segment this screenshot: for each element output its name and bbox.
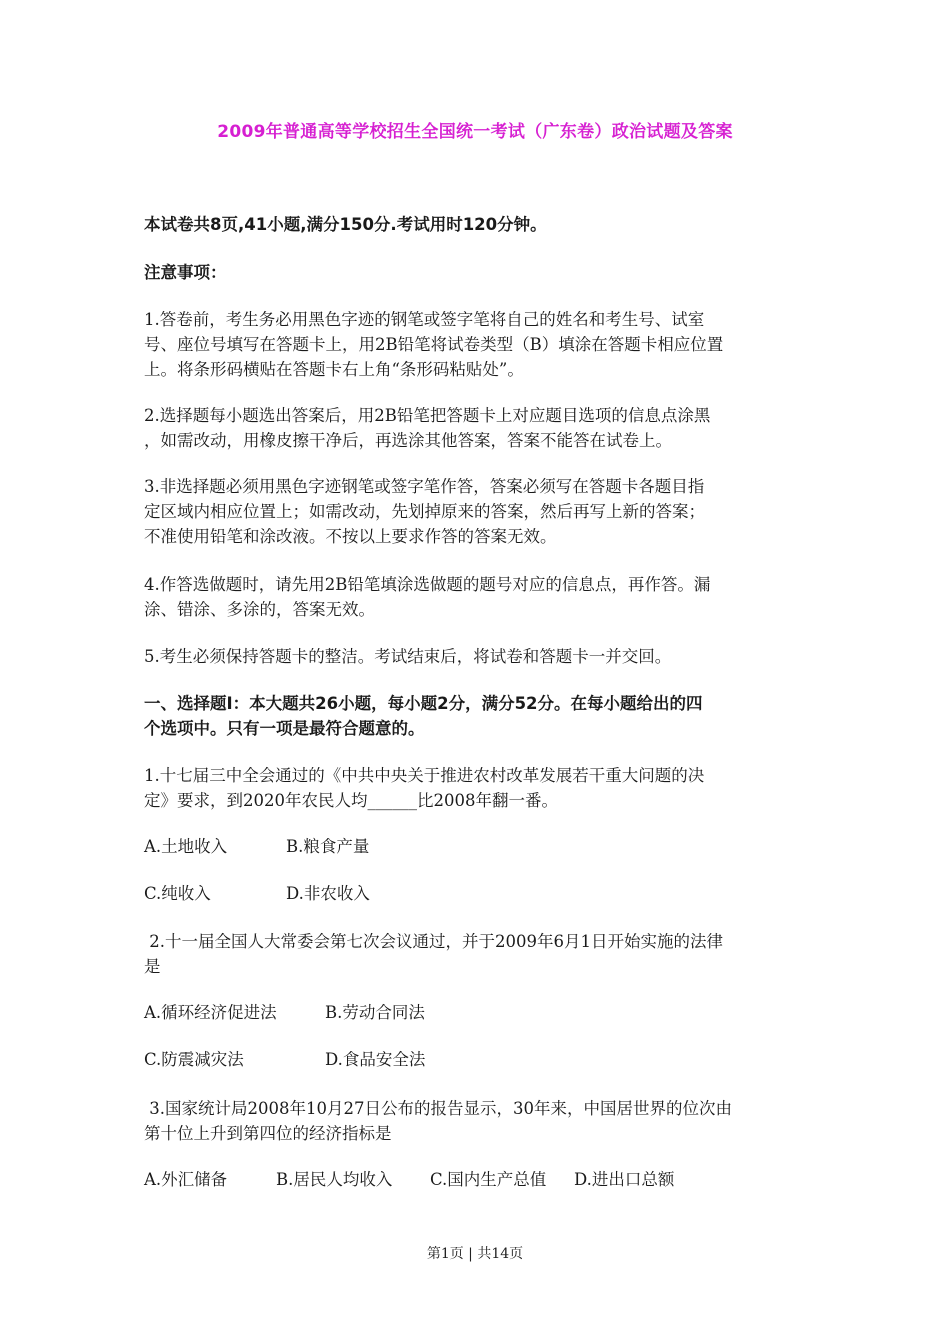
section-heading-line: 个选项中。只有一项是最符合题意的。 (144, 719, 425, 738)
option-c: C.防震减灾法 (144, 1050, 244, 1069)
question-line: 是 (144, 957, 161, 976)
question-1-stem (144, 763, 816, 813)
option-d: D.食品安全法 (325, 1050, 426, 1069)
option-c: C.国内生产总值 (430, 1170, 547, 1189)
note-line: 2.选择题每小题选出答案后，用2B铅笔把答题卡上对应题目选项的信息点涂黑 (144, 406, 711, 425)
question-3-stem (144, 1096, 816, 1146)
question-2-stem (144, 929, 816, 979)
note-3 (144, 474, 816, 549)
question-line: 定》要求，到2020年农民人均______比2008年翻一番。 (144, 791, 558, 810)
note-4 (144, 572, 816, 622)
question-line: 3.国家统计局2008年10月27日公布的报告显示，30年来，中国居世界的位次由 (144, 1099, 732, 1118)
question-line: 1.十七届三中全会通过的《中共中央关于推进农村改革发展若干重大问题的决 (144, 766, 705, 785)
note-5 (144, 644, 816, 669)
option-b: B.居民人均收入 (276, 1170, 393, 1189)
note-line: 号、座位号填写在答题卡上，用2B铅笔将试卷类型（B）填涂在答题卡相应位置 (144, 335, 724, 354)
option-a: A.土地收入 (144, 837, 228, 856)
note-line: 不准使用铅笔和涂改液。不按以上要求作答的答案无效。 (144, 527, 557, 546)
option-a: A.外汇储备 (144, 1170, 228, 1189)
document-title: 2009年普通高等学校招生全国统一考试（广东卷）政治试题及答案 (217, 122, 733, 142)
section-heading (144, 691, 816, 741)
note-line: 4.作答选做题时，请先用2B铅笔填涂选做题的题号对应的信息点，再作答。漏 (144, 575, 711, 594)
section-heading-line: 一、选择题Ⅰ：本大题共26小题，每小题2分，满分52分。在每小题给出的四 (144, 694, 703, 713)
question-line: 2.十一届全国人大常委会第七次会议通过，并于2009年6月1日开始实施的法律 (144, 932, 723, 951)
note-line: 3.非选择题必须用黑色字迹钢笔或签字笔作答，答案必须写在答题卡各题目指 (144, 477, 705, 496)
note-line: 涂、错涂、多涂的，答案无效。 (144, 600, 375, 619)
note-line: 5.考生必须保持答题卡的整洁。考试结束后，将试卷和答题卡一并交回。 (144, 647, 672, 666)
note-line: 定区域内相应位置上；如需改动，先划掉原来的答案，然后再写上新的答案； (144, 502, 705, 521)
option-a: A.循环经济促进法 (144, 1003, 277, 1022)
option-b: B.劳动合同法 (325, 1003, 425, 1022)
note-line: 上。将条形码横贴在答题卡右上角“条形码粘贴处”。 (144, 360, 524, 379)
note-line: 1.答卷前，考生务必用黑色字迹的钢笔或签字笔将自己的姓名和考生号、试室 (144, 310, 705, 329)
notice-heading: 注意事项： (144, 263, 227, 282)
option-b: B.粮食产量 (286, 837, 370, 856)
option-d: D.非农收入 (286, 884, 370, 903)
exam-intro: 本试卷共8页,41小题,满分150分.考试用时120分钟。 (144, 215, 547, 234)
option-c: C.纯收入 (144, 884, 211, 903)
note-2 (144, 403, 816, 453)
option-d: D.进出口总额 (574, 1170, 675, 1189)
page-footer: 第1页 | 共14页 (426, 1246, 524, 1262)
note-line: ，如需改动，用橡皮擦干净后，再选涂其他答案，答案不能答在试卷上。 (144, 431, 672, 450)
question-line: 第十位上升到第四位的经济指标是 (144, 1124, 392, 1143)
note-1 (144, 307, 816, 382)
